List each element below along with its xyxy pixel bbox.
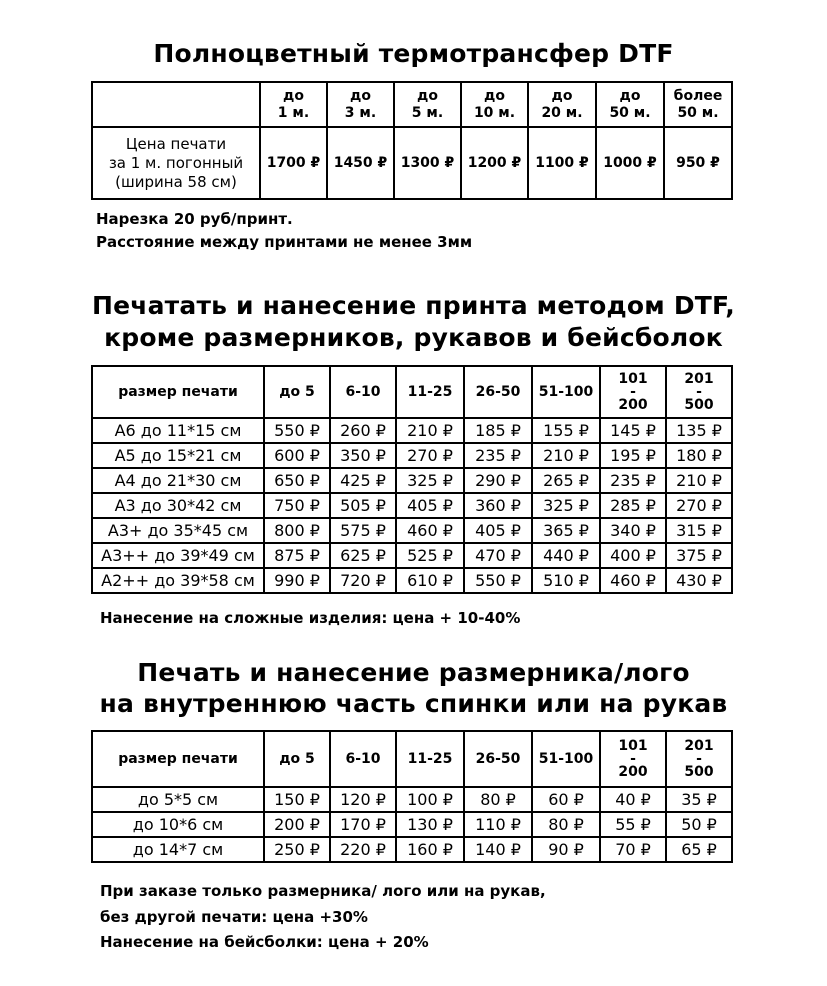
qty-header: 11-25 [396, 731, 464, 787]
price-cell: 235 ₽ [464, 443, 532, 468]
qty-header: 101 - 200 [600, 731, 666, 787]
table-row [92, 812, 732, 837]
price-cell: 325 ₽ [532, 493, 600, 518]
qty-header: 51-100 [532, 366, 600, 418]
price-cell: 270 ₽ [666, 493, 732, 518]
price-cell: 525 ₽ [396, 543, 464, 568]
qty-header: до 5 [264, 731, 330, 787]
logo-only-note-line1: При заказе только размерника/ лого или на рукав, [100, 882, 546, 900]
price-cell: 70 ₽ [600, 837, 666, 862]
price-cell: 600 ₽ [264, 443, 330, 468]
dtf-meter-price-table [91, 81, 733, 200]
price-cell: 460 ₽ [396, 518, 464, 543]
table-row [92, 418, 732, 443]
price-cell: 265 ₽ [532, 468, 600, 493]
price-cell: 290 ₽ [464, 468, 532, 493]
table-row [92, 568, 732, 593]
price-cell: 550 ₽ [264, 418, 330, 443]
dtf-print-price-table [91, 365, 733, 594]
empty-corner-cell [92, 82, 260, 127]
cutting-note: Нарезка 20 руб/принт. [96, 210, 293, 228]
price-cell: 140 ₽ [464, 837, 532, 862]
price-cell: 130 ₽ [396, 812, 464, 837]
price-cell: 80 ₽ [464, 787, 532, 812]
size-cell: А3++ до 39*49 см [92, 543, 264, 568]
price-cell: 1300 ₽ [394, 127, 461, 199]
size-cell: А5 до 15*21 см [92, 443, 264, 468]
price-cell: 750 ₽ [264, 493, 330, 518]
table-body [92, 787, 732, 862]
header-cell: до 10 м. [461, 82, 528, 127]
table-row [92, 443, 732, 468]
price-cell: 185 ₽ [464, 418, 532, 443]
price-cell: 250 ₽ [264, 837, 330, 862]
qty-header: 26-50 [464, 731, 532, 787]
price-cell: 160 ₽ [396, 837, 464, 862]
section2-title-line2: кроме размерников, рукавов и бейсболок [104, 323, 723, 352]
table-row [92, 518, 732, 543]
qty-header: 11-25 [396, 366, 464, 418]
price-cell: 625 ₽ [330, 543, 396, 568]
price-cell: 875 ₽ [264, 543, 330, 568]
complex-items-note: Нанесение на сложные изделия: цена + 10-40% [100, 609, 521, 627]
price-cell: 65 ₽ [666, 837, 732, 862]
price-cell: 470 ₽ [464, 543, 532, 568]
price-cell: 200 ₽ [264, 812, 330, 837]
price-cell: 170 ₽ [330, 812, 396, 837]
table-row [92, 543, 732, 568]
price-cell: 460 ₽ [600, 568, 666, 593]
price-cell: 325 ₽ [396, 468, 464, 493]
price-cell: 210 ₽ [396, 418, 464, 443]
size-cell: А6 до 11*15 см [92, 418, 264, 443]
section3-title-line2: на внутреннюю часть спинки или на рукав [99, 689, 728, 718]
price-cell: 110 ₽ [464, 812, 532, 837]
header-row [92, 731, 732, 787]
size-header: размер печати [92, 366, 264, 418]
price-cell: 990 ₽ [264, 568, 330, 593]
qty-header: 201 - 500 [666, 366, 732, 418]
price-cell: 1100 ₽ [528, 127, 596, 199]
price-cell: 340 ₽ [600, 518, 666, 543]
price-cell: 405 ₽ [464, 518, 532, 543]
cap-note: Нанесение на бейсболки: цена + 20% [100, 933, 429, 951]
price-cell: 155 ₽ [532, 418, 600, 443]
price-cell: 210 ₽ [666, 468, 732, 493]
price-cell: 40 ₽ [600, 787, 666, 812]
price-cell: 505 ₽ [330, 493, 396, 518]
section3-title-line1: Печать и нанесение размерника/лого [137, 658, 690, 687]
header-cell: до 5 м. [394, 82, 461, 127]
header-row [92, 82, 732, 127]
qty-header: 201 - 500 [666, 731, 732, 787]
table-row [92, 493, 732, 518]
qty-header: 51-100 [532, 731, 600, 787]
qty-header: до 5 [264, 366, 330, 418]
price-cell: 35 ₽ [666, 787, 732, 812]
price-cell: 510 ₽ [532, 568, 600, 593]
price-cell: 610 ₽ [396, 568, 464, 593]
price-cell: 1450 ₽ [327, 127, 394, 199]
price-cell: 800 ₽ [264, 518, 330, 543]
section1-title: Полноцветный термотрансфер DTF [153, 39, 674, 68]
table-row [92, 787, 732, 812]
price-cell: 135 ₽ [666, 418, 732, 443]
header-cell: до 50 м. [596, 82, 664, 127]
price-cell: 180 ₽ [666, 443, 732, 468]
price-cell: 440 ₽ [532, 543, 600, 568]
price-cell: 90 ₽ [532, 837, 600, 862]
price-cell: 150 ₽ [264, 787, 330, 812]
header-cell: более 50 м. [664, 82, 732, 127]
spacing-note: Расстояние между принтами не менее 3мм [96, 233, 473, 251]
price-cell: 120 ₽ [330, 787, 396, 812]
header-row [92, 366, 732, 418]
qty-header: 6-10 [330, 731, 396, 787]
size-cell: А4 до 21*30 см [92, 468, 264, 493]
qty-header: 26-50 [464, 366, 532, 418]
price-cell: 235 ₽ [600, 468, 666, 493]
size-cell: А2++ до 39*58 см [92, 568, 264, 593]
table-row [92, 837, 732, 862]
size-cell: до 14*7 см [92, 837, 264, 862]
header-cell: до 3 м. [327, 82, 394, 127]
size-cell: до 10*6 см [92, 812, 264, 837]
price-cell: 100 ₽ [396, 787, 464, 812]
price-cell: 195 ₽ [600, 443, 666, 468]
price-cell: 950 ₽ [664, 127, 732, 199]
price-cell: 720 ₽ [330, 568, 396, 593]
price-cell: 1000 ₽ [596, 127, 664, 199]
price-cell: 575 ₽ [330, 518, 396, 543]
price-cell: 145 ₽ [600, 418, 666, 443]
header-cell: до 20 м. [528, 82, 596, 127]
price-cell: 360 ₽ [464, 493, 532, 518]
qty-header: 6-10 [330, 366, 396, 418]
row-label: Цена печати за 1 м. погонный (ширина 58 см) [92, 127, 260, 199]
price-cell: 365 ₽ [532, 518, 600, 543]
section2-title-line1: Печатать и нанесение принта методом DTF, [91, 291, 736, 320]
price-cell: 550 ₽ [464, 568, 532, 593]
logo-print-price-table [91, 730, 733, 863]
price-cell: 60 ₽ [532, 787, 600, 812]
price-cell: 210 ₽ [532, 443, 600, 468]
price-cell: 55 ₽ [600, 812, 666, 837]
size-cell: А3 до 30*42 см [92, 493, 264, 518]
price-cell: 425 ₽ [330, 468, 396, 493]
price-cell: 285 ₽ [600, 493, 666, 518]
price-cell: 650 ₽ [264, 468, 330, 493]
size-cell: до 5*5 см [92, 787, 264, 812]
price-cell: 350 ₽ [330, 443, 396, 468]
size-header: размер печати [92, 731, 264, 787]
header-cell: до 1 м. [260, 82, 327, 127]
size-cell: А3+ до 35*45 см [92, 518, 264, 543]
logo-only-note-line2: без другой печати: цена +30% [100, 908, 368, 926]
price-cell: 405 ₽ [396, 493, 464, 518]
price-cell: 270 ₽ [396, 443, 464, 468]
price-cell: 430 ₽ [666, 568, 732, 593]
price-cell: 80 ₽ [532, 812, 600, 837]
price-cell: 400 ₽ [600, 543, 666, 568]
price-cell: 1200 ₽ [461, 127, 528, 199]
price-cell: 1700 ₽ [260, 127, 327, 199]
price-cell: 260 ₽ [330, 418, 396, 443]
price-cell: 220 ₽ [330, 837, 396, 862]
table-body [92, 418, 732, 593]
price-cell: 375 ₽ [666, 543, 732, 568]
qty-header: 101 - 200 [600, 366, 666, 418]
table-row [92, 468, 732, 493]
price-cell: 315 ₽ [666, 518, 732, 543]
price-row [92, 127, 732, 199]
price-cell: 50 ₽ [666, 812, 732, 837]
